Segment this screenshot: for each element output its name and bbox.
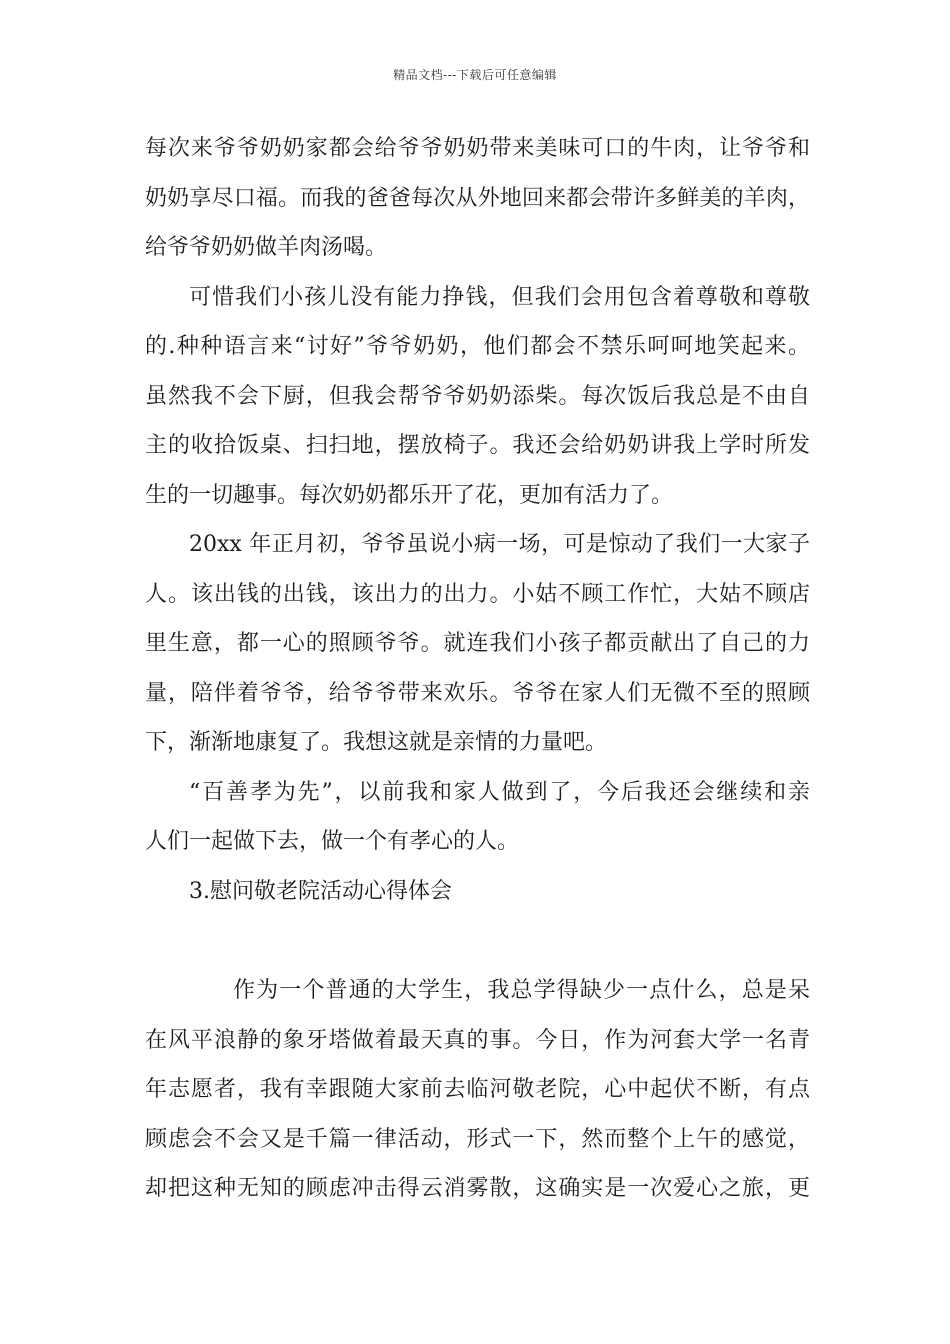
section-heading: 3.慰问敬老院活动心得体会 [189, 878, 452, 904]
text-line: 人。该出钱的出钱，该出力的出力。小姑不顾工作忙，大姑不顾店 [145, 581, 810, 607]
document-body [145, 124, 810, 1214]
page-header: 精品文档---下载后可任意编辑 [393, 68, 557, 82]
text-line: 作为一个普通的大学生，我总学得缺少一点什么，总是呆 [233, 978, 810, 1003]
text-line: 量，陪伴着爷爷，给爷爷带来欢乐。爷爷在家人们无微不至的照顾 [145, 680, 810, 706]
text-line: 虽然我不会下厨，但我会帮爷爷奶奶添柴。每次饭后我总是不由自 [145, 383, 810, 409]
text-line: 每次来爷爷奶奶家都会给爷爷奶奶带来美味可口的牛肉，让爷爷和 [145, 136, 810, 161]
text-line: 人们一起做下去，做一个有孝心的人。 [145, 829, 520, 854]
text-line: 20xx 年正月初，爷爷虽说小病一场，可是惊动了我们一大家子 [189, 532, 810, 557]
text-line: 奶奶享尽口福。而我的爸爸每次从外地回来都会带许多鲜美的羊肉， [145, 185, 810, 211]
text-line: 的.种种语言来“讨好”爷爷奶奶，他们都会不禁乐呵呵地笑起来。 [145, 334, 810, 359]
text-line: 在风平浪静的象牙塔做着最天真的事。今日，作为河套大学一名青 [145, 1027, 810, 1053]
text-line: 生的一切趣事。每次奶奶都乐开了花，更加有活力了。 [145, 482, 674, 508]
text-line: 却把这种无知的顾虑冲击得云消雾散，这确实是一次爱心之旅，更 [145, 1176, 810, 1201]
text-line: 年志愿者，我有幸跟随大家前去临河敬老院，心中起伏不断，有点 [145, 1077, 810, 1102]
text-line: “百善孝为先”，以前我和家人做到了，今后我还会继续和亲 [189, 779, 810, 805]
text-line: 下，渐渐地康复了。我想这就是亲情的力量吧。 [145, 730, 608, 755]
text-line: 给爷爷奶奶做羊肉汤喝。 [145, 235, 388, 260]
text-line: 主的收拾饭桌、扫扫地，摆放椅子。我还会给奶奶讲我上学时所发 [145, 433, 810, 458]
text-line: 里生意，都一心的照顾爷爷。就连我们小孩子都贡献出了自己的力 [145, 631, 810, 656]
text-line: 可惜我们小孩儿没有能力挣钱，但我们会用包含着尊敬和尊敬 [189, 284, 810, 310]
paragraph-gap [145, 916, 810, 966]
text-line: 顾虑会不会又是千篇一律活动，形式一下，然而整个上午的感觉， [145, 1126, 810, 1152]
